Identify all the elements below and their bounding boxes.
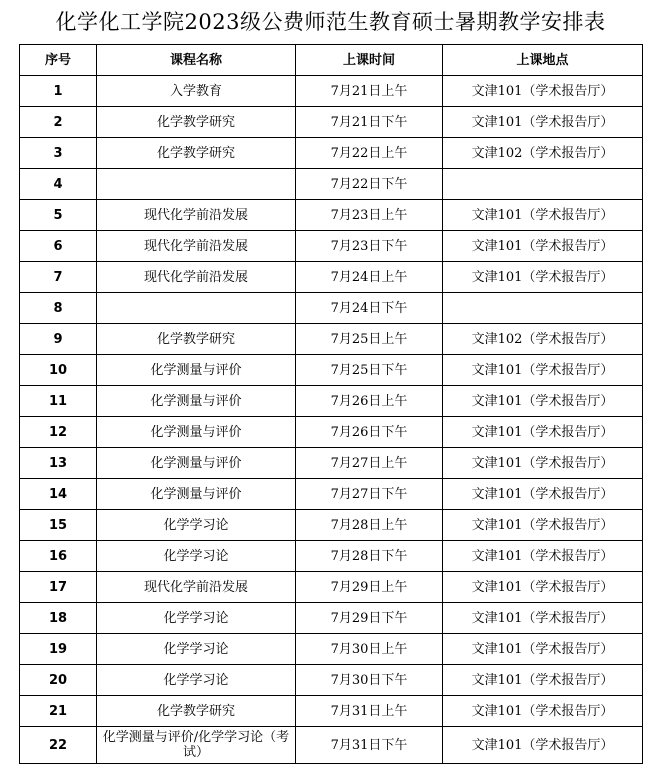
cell-course: 现代化学前沿发展 — [97, 200, 296, 231]
table-row — [20, 231, 643, 262]
cell-no: 13 — [20, 448, 97, 479]
cell-time: 7月29日上午 — [296, 572, 443, 603]
cell-place: 文津101（学术报告厅） — [443, 541, 643, 572]
cell-course: 现代化学前沿发展 — [97, 262, 296, 293]
cell-place: 文津101（学术报告厅） — [443, 634, 643, 665]
cell-time: 7月25日下午 — [296, 355, 443, 386]
cell-no: 16 — [20, 541, 97, 572]
cell-no: 5 — [20, 200, 97, 231]
table-row — [20, 169, 643, 200]
cell-course: 化学学习论 — [97, 510, 296, 541]
cell-course: 化学教学研究 — [97, 107, 296, 138]
table-row — [20, 448, 643, 479]
cell-time: 7月31日下午 — [296, 727, 443, 764]
cell-time: 7月31日上午 — [296, 696, 443, 727]
table-row — [20, 727, 643, 764]
table-row — [20, 76, 643, 107]
cell-no: 10 — [20, 355, 97, 386]
cell-course: 化学测量与评价/化学学习论（考试） — [97, 727, 296, 764]
cell-time: 7月26日下午 — [296, 417, 443, 448]
cell-course: 化学测量与评价 — [97, 448, 296, 479]
cell-no: 19 — [20, 634, 97, 665]
page-title: 化学化工学院2023级公费师范生教育硕士暑期教学安排表 — [55, 10, 606, 34]
cell-course: 化学测量与评价 — [97, 417, 296, 448]
cell-time: 7月30日上午 — [296, 634, 443, 665]
table-row — [20, 355, 643, 386]
cell-place: 文津101（学术报告厅） — [443, 696, 643, 727]
cell-place: 文津101（学术报告厅） — [443, 665, 643, 696]
cell-time: 7月23日下午 — [296, 231, 443, 262]
cell-course: 现代化学前沿发展 — [97, 572, 296, 603]
cell-course: 化学教学研究 — [97, 696, 296, 727]
table-row — [20, 541, 643, 572]
cell-time: 7月29日下午 — [296, 603, 443, 634]
cell-place: 文津101（学术报告厅） — [443, 510, 643, 541]
cell-place: 文津101（学术报告厅） — [443, 355, 643, 386]
header-course: 课程名称 — [97, 45, 296, 76]
cell-course: 化学测量与评价 — [97, 479, 296, 510]
cell-no: 4 — [20, 169, 97, 200]
cell-time: 7月21日下午 — [296, 107, 443, 138]
table-row — [20, 510, 643, 541]
cell-place: 文津102（学术报告厅） — [443, 138, 643, 169]
cell-place: 文津101（学术报告厅） — [443, 479, 643, 510]
cell-course: 化学测量与评价 — [97, 386, 296, 417]
cell-no: 11 — [20, 386, 97, 417]
cell-no: 9 — [20, 324, 97, 355]
cell-time: 7月26日上午 — [296, 386, 443, 417]
table-row — [20, 293, 643, 324]
cell-time: 7月28日下午 — [296, 541, 443, 572]
cell-no: 3 — [20, 138, 97, 169]
cell-course: 入学教育 — [97, 76, 296, 107]
schedule-table — [19, 44, 643, 764]
cell-place: 文津101（学术报告厅） — [443, 448, 643, 479]
header-time: 上课时间 — [296, 45, 443, 76]
table-row — [20, 262, 643, 293]
cell-no: 7 — [20, 262, 97, 293]
cell-time: 7月25日上午 — [296, 324, 443, 355]
cell-time: 7月27日上午 — [296, 448, 443, 479]
cell-no: 17 — [20, 572, 97, 603]
table-row — [20, 603, 643, 634]
cell-place: 文津101（学术报告厅） — [443, 262, 643, 293]
cell-place — [443, 293, 643, 324]
cell-course: 化学教学研究 — [97, 324, 296, 355]
cell-time: 7月23日上午 — [296, 200, 443, 231]
cell-place — [443, 169, 643, 200]
cell-no: 1 — [20, 76, 97, 107]
table-row — [20, 324, 643, 355]
cell-place: 文津101（学术报告厅） — [443, 386, 643, 417]
table-row — [20, 107, 643, 138]
cell-no: 15 — [20, 510, 97, 541]
cell-time: 7月22日上午 — [296, 138, 443, 169]
header-no: 序号 — [20, 45, 97, 76]
cell-time: 7月30日下午 — [296, 665, 443, 696]
cell-course: 现代化学前沿发展 — [97, 231, 296, 262]
cell-place: 文津101（学术报告厅） — [443, 107, 643, 138]
cell-time: 7月22日下午 — [296, 169, 443, 200]
cell-course: 化学学习论 — [97, 603, 296, 634]
cell-no: 22 — [20, 727, 97, 764]
cell-time: 7月28日上午 — [296, 510, 443, 541]
table-row — [20, 634, 643, 665]
cell-course — [97, 293, 296, 324]
cell-no: 20 — [20, 665, 97, 696]
cell-course: 化学测量与评价 — [97, 355, 296, 386]
table-row — [20, 665, 643, 696]
cell-place: 文津101（学术报告厅） — [443, 200, 643, 231]
cell-place: 文津101（学术报告厅） — [443, 727, 643, 764]
table-row — [20, 696, 643, 727]
cell-no: 12 — [20, 417, 97, 448]
table-row — [20, 572, 643, 603]
cell-course: 化学学习论 — [97, 665, 296, 696]
table-row — [20, 417, 643, 448]
cell-place: 文津102（学术报告厅） — [443, 324, 643, 355]
cell-no: 2 — [20, 107, 97, 138]
table-header-row — [20, 45, 643, 76]
cell-place: 文津101（学术报告厅） — [443, 417, 643, 448]
table-row — [20, 138, 643, 169]
table-row — [20, 386, 643, 417]
cell-time: 7月27日下午 — [296, 479, 443, 510]
cell-no: 8 — [20, 293, 97, 324]
cell-no: 21 — [20, 696, 97, 727]
cell-course: 化学学习论 — [97, 541, 296, 572]
cell-place: 文津101（学术报告厅） — [443, 572, 643, 603]
cell-no: 18 — [20, 603, 97, 634]
cell-course: 化学教学研究 — [97, 138, 296, 169]
cell-no: 14 — [20, 479, 97, 510]
cell-place: 文津101（学术报告厅） — [443, 76, 643, 107]
cell-place: 文津101（学术报告厅） — [443, 231, 643, 262]
cell-time: 7月24日上午 — [296, 262, 443, 293]
header-place: 上课地点 — [443, 45, 643, 76]
cell-time: 7月21日上午 — [296, 76, 443, 107]
cell-time: 7月24日下午 — [296, 293, 443, 324]
cell-course: 化学学习论 — [97, 634, 296, 665]
table-row — [20, 200, 643, 231]
cell-place: 文津101（学术报告厅） — [443, 603, 643, 634]
cell-course — [97, 169, 296, 200]
cell-no: 6 — [20, 231, 97, 262]
table-row — [20, 479, 643, 510]
